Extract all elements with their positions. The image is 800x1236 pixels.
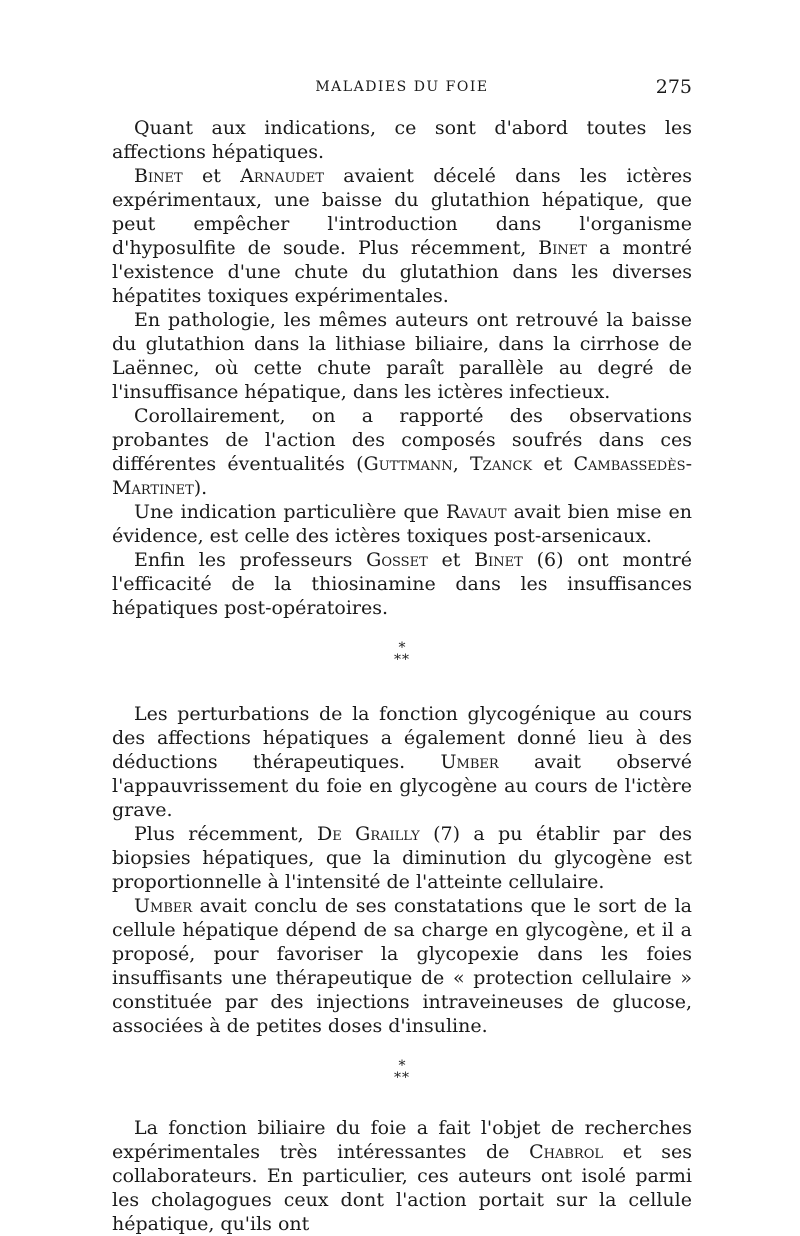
paragraph-ravaut: Une indication particulière que Ravaut avait bien mise en évidence, est celle des ictères toxiques post-arsenicaux. (112, 501, 692, 547)
body-text (112, 116, 692, 1236)
paragraph-pathologie: En pathologie, les mêmes auteurs ont retrouvé la baisse du glutathion dans la lithiase biliaire, dans la cirrhose de Laënnec, où cette chute paraît parallèle au degré de l'insuffisance hépatique, dans les ictères infectieux. (112, 309, 692, 403)
paragraph-de-grailly: Plus récemment, De Grailly (7) a pu établir par des biopsies hépatiques, que la diminution du glycogène est proportionnelle à l'intensité de l'atteinte cellulaire. (112, 823, 692, 893)
author-name: Binet (538, 237, 587, 259)
paragraph-glycogenique: Les perturbations de la fonction glycogénique au cours des affections hépatiques a également donné lieu à des déductions thérapeutiques. Umber avait observé l'appauvrissement du foie en glycogène au cours de l'ictère grave. (112, 703, 693, 821)
author-name: De Grailly (317, 823, 420, 845)
page-number: 275 (655, 76, 692, 98)
author-name: Umber (134, 895, 193, 917)
paragraph-binet-arnaudet: Binet et Arnaudet avaient décelé dans les ictères expérimentaux, une baisse du glutathion hépatique, que peut empêcher l'introduction dans l'organisme d'hyposulfite de soude. Plus récemment, Binet a montré l'existence d'une chute du glutathion dans les diverses hépatites toxiques expérimentales. (112, 165, 692, 307)
author-name: Guttmann (363, 453, 453, 475)
paragraph-gosset-binet: Enfin les professeurs Gosset et Binet (6) ont montré l'efficacité de la thiosinamine dans les insuffisances hépatiques post-opératoires. (112, 549, 693, 619)
separator-star-bottom: ** (394, 1070, 410, 1086)
running-head (112, 76, 692, 100)
separator-star-top: * (398, 640, 406, 656)
author-name: Cambassedès-Martinet (112, 453, 692, 499)
running-title: MALADIES DU FOIE (315, 79, 489, 95)
author-name: Chabrol (529, 1141, 603, 1163)
paragraph-biliaire: La fonction biliaire du foie a fait l'objet de recherches expérimentales très intéressantes de Chabrol et ses collaborateurs. En particulier, ces auteurs ont isolé parmi les cholagogues ceux dont l'action portait sur la cellule hépatique, qu'ils ont (112, 1117, 692, 1235)
separator-star-bottom: ** (394, 652, 410, 668)
paragraph-indications: Quant aux indications, ce sont d'abord toutes les affections hépatiques. (112, 117, 692, 163)
author-name: Umber (440, 751, 499, 773)
separator-star-top: * (398, 1058, 406, 1074)
paragraph-umber: Umber avait conclu de ses constatations que le sort de la cellule hépatique dépend de sa charge en glycogène, et il a proposé, pour favoriser la glycopexie dans les foies insuffisants une thérapeutique de « protection cellulaire » constituée par des injections intraveineuses de glucose, associées à de petites doses d'insuline. (112, 895, 692, 1037)
section-separator (112, 620, 692, 680)
section-separator (112, 1038, 692, 1098)
author-name: Ravaut (445, 501, 507, 523)
author-name: Arnaudet (240, 165, 324, 187)
author-name: Tzanck (469, 453, 533, 475)
paragraph-corollairement: Corollairement, on a rapporté des observations probantes de l'action des composés soufrés dans ces différentes éventualités (Guttmann, Tzanck et Cambassedès-Martinet). (112, 405, 692, 499)
author-name: Binet (474, 549, 523, 571)
author-name: Binet (134, 165, 183, 187)
author-name: Gosset (366, 549, 428, 571)
